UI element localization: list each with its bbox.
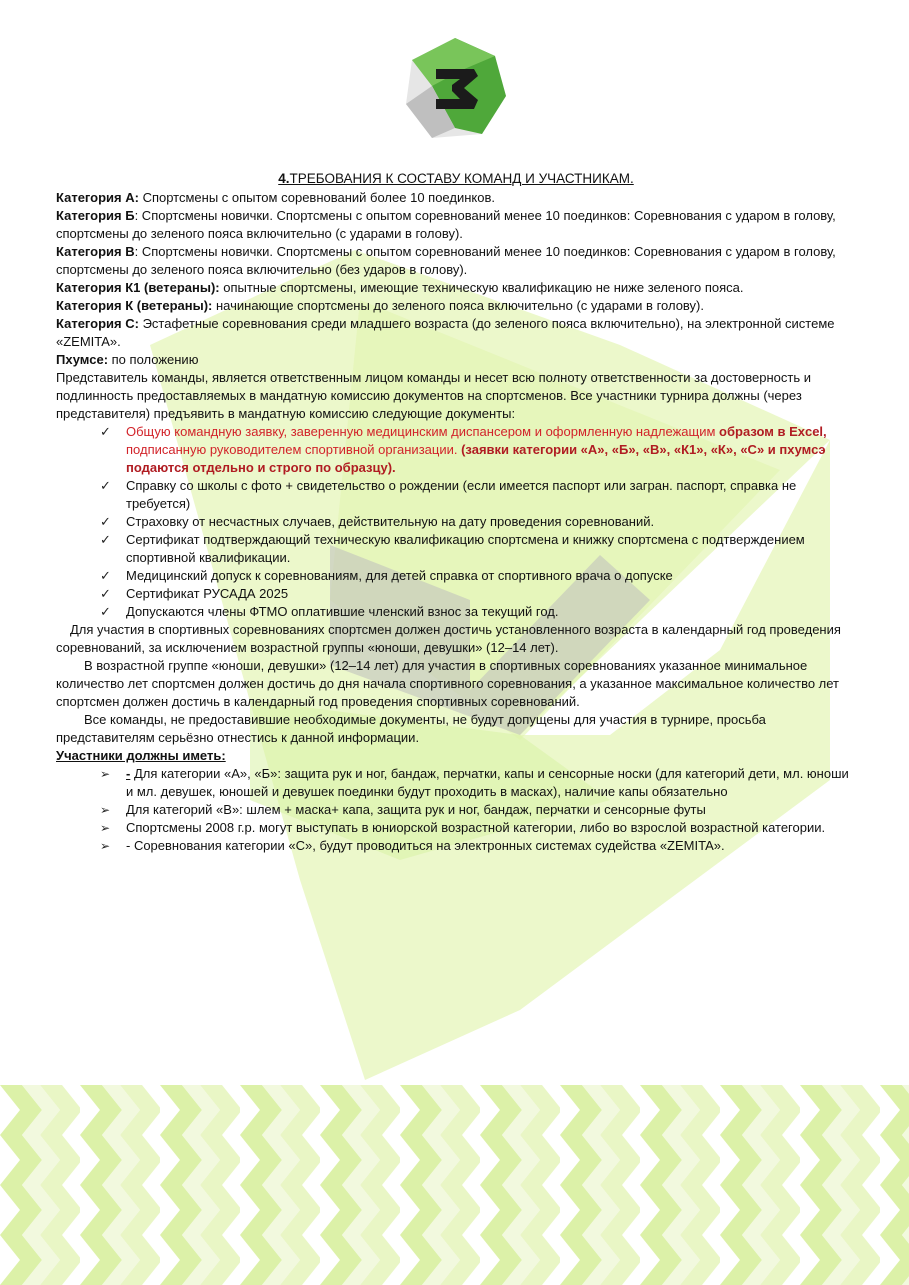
category-text: Эстафетные соревнования среди младшего возраста (до зеленого пояса включительно), на электронной системе «ZEMITA». [56, 316, 835, 349]
category-text: : Спортсмены новички. Спортсмены с опытом соревнований менее 10 поединков: Соревнования с ударом в голову, спортсмены до зеленого пояса включительно (с ударами в голову). [56, 208, 836, 241]
category-text: начинающие спортсмены до зеленого пояса включительно (с ударами в голову). [212, 298, 704, 313]
list-item [56, 423, 856, 477]
checkmark-icon: ✓ [100, 568, 111, 583]
arrowhead-bullet-icon: ➢ [100, 821, 111, 835]
checkmark-icon: ✓ [100, 478, 111, 493]
category-text: по положению [108, 352, 199, 367]
document-text: Сертификат РУСАДА 2025 [126, 586, 289, 601]
list-item [56, 567, 856, 585]
category-label: Категория Б [56, 208, 135, 223]
documents-list [56, 423, 856, 621]
equipment-text: Спортсмены 2008 г.р. могут выступать в юниорской возрастной категории, либо во взрослой возрастной категории. [126, 820, 826, 835]
list-item [56, 531, 856, 567]
representative-paragraph: Представитель команды, является ответственным лицом команды и несет всю полноту ответственности за достоверность и подлинность предоставляемых в мандатную комиссию документов на спортсменов. Все участники турнира должны (через представителя) предъявить в мандатную комиссию следующие документы: [56, 370, 812, 421]
category-label: Категория К1 (ветераны): [56, 280, 220, 295]
category-text: Спортсмены с опытом соревнований более 10 поединков. [138, 190, 495, 205]
list-item [56, 801, 856, 819]
equipment-text: - Соревнования категории «С», будут проводиться на электронных системах судейства «ZEMITA». [126, 838, 725, 853]
section-title [56, 170, 856, 188]
category-label: Категория С: [56, 316, 139, 331]
list-item [56, 477, 856, 513]
checkmark-icon: ✓ [100, 604, 111, 619]
category-phumse [56, 351, 856, 369]
category-a [56, 189, 856, 207]
checkmark-icon: ✓ [100, 532, 111, 547]
category-k [56, 297, 856, 315]
section-number: 4. [278, 171, 290, 186]
document-text-bold: (заявки категории «А», «Б», «В», «К1», «К», «С» и пхумсэ подаются отдельно и строго по образцу). [126, 442, 826, 475]
document-text: подписанную руководителем спортивной организации. [126, 442, 462, 457]
list-item [56, 765, 856, 801]
document-text: Сертификат подтверждающий техническую квалификацию спортсмена и книжку спортсмена с подтверждением спортивной квалификации. [126, 532, 805, 565]
category-label: Пхумсе: [56, 352, 109, 367]
checkmark-icon: ✓ [100, 586, 111, 601]
item-prefix: - [126, 766, 131, 781]
list-item [56, 603, 856, 621]
checkmark-icon: ✓ [100, 514, 111, 529]
document-text: Допускаются члены ФТМО оплатившие членский взнос за текущий год. [126, 604, 559, 619]
category-text: : Спортсмены новички. Спортсмены с опытом соревнований менее 10 поединков: Соревнования с ударом в голову, спортсмены до зеленого пояса включительно (без ударов в голову). [56, 244, 836, 277]
document-text-bold: образом в Excel, [719, 424, 827, 439]
equipment-list [56, 765, 856, 855]
document-text: Справку со школы с фото + свидетельство о рождении (если имеется паспорт или загран. паспорт, справка не требуется) [126, 478, 797, 511]
checkmark-icon: ✓ [100, 424, 111, 439]
category-c [56, 315, 856, 351]
category-b [56, 207, 856, 243]
list-item [56, 513, 856, 531]
equipment-text: Для категорий «В»: шлем + маска+ капа, защита рук и ног, бандаж, перчатки и сенсорные футы [126, 802, 706, 817]
category-k1 [56, 279, 856, 297]
categories-list [56, 189, 856, 369]
document-text: Медицинский допуск к соревнованиям, для детей справка от спортивного врача о допуске [126, 568, 673, 583]
category-text: опытные спортсмены, имеющие техническую квалификацию не ниже зеленого пояса. [219, 280, 744, 295]
document-content [56, 170, 856, 855]
category-label: Категория В [56, 244, 135, 259]
list-item [56, 585, 856, 603]
zemita-hexagon-logo-icon [402, 36, 508, 142]
category-label: Категория А: [56, 190, 139, 205]
document-text: Страховку от несчастных случаев, действительную на дату проведения соревнований. [126, 514, 655, 529]
arrowhead-bullet-icon: ➢ [100, 839, 111, 853]
list-item [56, 819, 856, 837]
list-item [56, 837, 856, 855]
arrowhead-bullet-icon: ➢ [100, 803, 111, 817]
age-paragraph-2: В возрастной группе «юноши, девушки» (12–14 лет) для участия в спортивных соревнованиях указанное минимальное количество лет спортсмен должен достичь до дня начала спортивного соревнования, а указанное максимальное количество лет спортсмен должен достичь в календарный год проведения спортивных соревнований. [56, 658, 840, 709]
documents-warning-paragraph: Все команды, не предоставившие необходимые документы, не будут допущены для участия в турнире, просьба представителям серьёзно отнестись к данной информации. [56, 712, 766, 745]
category-v [56, 243, 856, 279]
equipment-text: Для категории «А», «Б»: защита рук и ног, бандаж, перчатки, капы и сенсорные носки (для категорий дети, мл. юноши и мл. девушек, юношей и девушек поединки будут проходить в масках), наличие капы обязательно [126, 766, 849, 799]
document-text: Общую командную заявку, заверенную медицинским диспансером и оформленную надлежащим [126, 424, 720, 439]
age-paragraph-1: Для участия в спортивных соревнованиях спортсмен должен достичь установленного возраста в календарный год проведения соревнований, за исключением возрастной группы «юноши, девушки» (12–14 лет). [56, 622, 841, 655]
equipment-heading: Участники должны иметь: [56, 748, 226, 763]
footer-chevron-pattern [0, 1085, 909, 1285]
arrowhead-bullet-icon: ➢ [100, 767, 111, 781]
section-title-text: ТРЕБОВАНИЯ К СОСТАВУ КОМАНД И УЧАСТНИКАМ. [289, 171, 634, 186]
category-label: Категория К (ветераны): [56, 298, 213, 313]
